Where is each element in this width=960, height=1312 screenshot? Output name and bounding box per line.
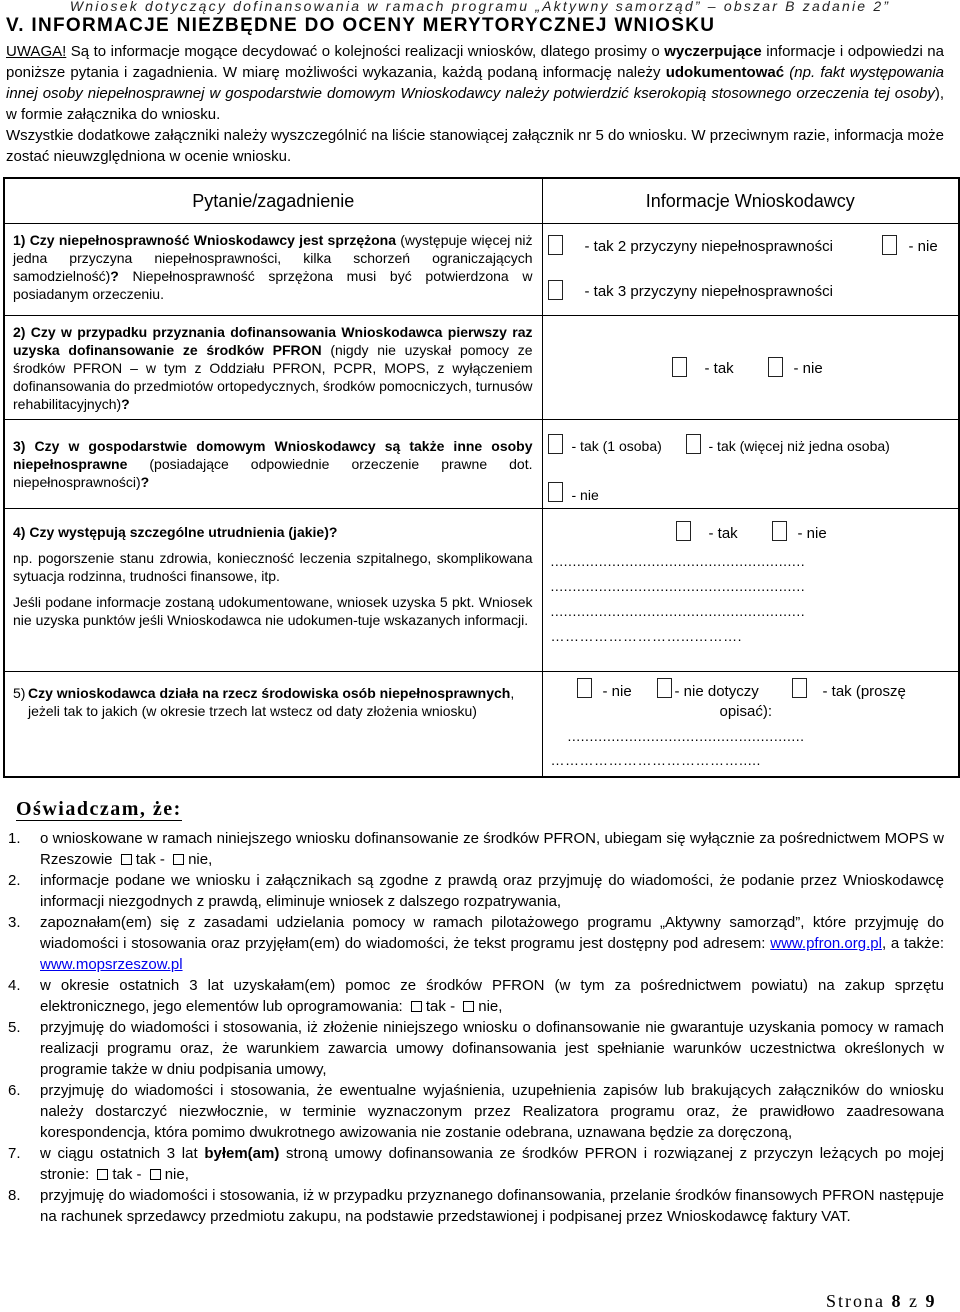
question-4-examples: np. pogorszenie stanu zdrowia, konieczność leczenia szpitalnego, skomplikowana sytuacja rodzinna, trudności finansowe, itp. [13, 550, 533, 584]
page-number [826, 1291, 937, 1312]
question-2-bold: 2) Czy w przypadku przyznania dofinansowania Wnioskodawca pierwszy raz uzyska dofinansowanie ze środków PFRON [13, 324, 533, 358]
question-5 [4, 672, 542, 777]
checkbox-q5-not-applicable[interactable] [657, 678, 672, 698]
total-pages: 9 [925, 1291, 937, 1311]
q4-answer-line[interactable]: .......................................................... [550, 553, 806, 569]
checkbox-decl7-no[interactable] [150, 1169, 161, 1180]
option-separator: - [132, 1166, 146, 1183]
declaration-number: 4. [8, 977, 21, 994]
question-1 [4, 224, 542, 316]
declaration-number: 5. [8, 1019, 21, 1036]
table-row [4, 672, 959, 777]
declaration-item [0, 870, 944, 912]
checkbox-q3-one[interactable] [548, 434, 563, 454]
q3-option-more: - tak (więcej niż jedna osoba) [708, 438, 890, 454]
option-separator: - [155, 851, 170, 868]
notice-attachments: Wszystkie dodatkowe załączniki należy wyszczególnić na liście stanowiącej załącznik nr 5 do wniosku. W przeciwnym razie, informacja może zostać nieuwzględniona w ocenie wniosku. [6, 127, 944, 165]
declaration-text: w ciągu ostatnich 3 lat [40, 1145, 205, 1162]
notice-emphasis: udokumentować [665, 64, 785, 81]
declaration-number: 1. [8, 830, 21, 847]
declaration-text: w okresie ostatnich 3 lat uzyskałam(em) pomoc ze środków PFRON (w tym za pośrednictwem powiatu) na zakup sprzętu elektronicznego, jego elementów lub oprogramowania: [40, 977, 944, 1015]
question-3-text: (posiadające odpowiednie orzeczenie prawne dot. niepełnosprawności) [13, 456, 533, 490]
table-header-row [4, 178, 959, 224]
checkbox-decl4-no[interactable] [463, 1001, 474, 1012]
question-4-bold: 4) Czy występują szczególne utrudnienia (jakie)? [13, 524, 338, 540]
declaration-text: zapoznałam(em) się z zasadami udzielania pomocy w ramach pilotażowego programu „Aktywny samorząd”, które przyjmuję do wiadomości i stosowania oraz przyjęłam(em) do wiadomości, że tekst programu jest dostępny pod adresem: [40, 914, 944, 952]
declaration-number: 7. [8, 1145, 21, 1162]
page-of: z [902, 1291, 926, 1311]
question-4-note: Jeśli podane informacje zostaną udokumentowane, wniosek uzyska 5 pkt. Wniosek nie uzyska punktów jeśli Wnioskodawca nie udokumen-tuje wskazanych informacji. [13, 594, 533, 628]
questions-table [3, 177, 960, 778]
declaration-number: 3. [8, 914, 21, 931]
uwaga-label: UWAGA! [6, 43, 67, 60]
notice-paragraph [6, 41, 944, 167]
checkbox-q4-yes[interactable] [676, 521, 691, 541]
checkbox-decl1-yes[interactable] [121, 854, 132, 865]
declaration-item [0, 828, 944, 870]
q2-option-yes: - tak [704, 360, 734, 377]
declaration-text: stroną umowy dofinansowania ze środków PFRON i rozwiązanej z przyczyn leżących po mojej stronie: [40, 1145, 944, 1183]
answer-4 [542, 509, 959, 672]
question-3-mark: ? [140, 474, 150, 490]
declaration-text: przyjmuję do wiadomości i stosowania, iż w przypadku przyznanego dofinansowania, przelanie środków finansowych PFRON następuje na rachunek sprzedawcy przedmiotu zakupu, na podstawie przedstawionej i podpisanej przez Wnioskodawcę faktury VAT. [40, 1187, 944, 1225]
declarations-title: Oświadczam, że: [16, 798, 182, 820]
declaration-item [0, 1185, 944, 1227]
question-5-number: 5) [13, 685, 26, 701]
q4-answer-line[interactable]: ………………………...………. [550, 628, 743, 644]
q4-answer-line[interactable]: .......................................................... [550, 603, 806, 619]
current-page: 8 [891, 1291, 903, 1311]
q5-option-yes: - tak (proszę [822, 683, 906, 700]
declaration-item [0, 975, 944, 1017]
answer-2 [542, 316, 959, 420]
checkbox-q5-yes[interactable] [792, 678, 807, 698]
question-1-note: Niepełnosprawność sprzężona musi być potwierdzona w posiadanym orzeczeniu. [13, 268, 533, 302]
notice-example: (np. fakt występowania innej osoby niepełnosprawnej w gospodarstwie domowym Wnioskodawcy należy potwierdzić kserokopią stosownego orzeczenia tej osoby [6, 64, 945, 102]
table-row [4, 420, 959, 509]
pfron-link[interactable]: www.pfron.org.pl [770, 935, 882, 952]
option-no: nie, [188, 851, 213, 868]
section-title: V. INFORMACJE NIEZBĘDNE DO OCENY MERYTORYCZNEJ WNIOSKU [6, 15, 716, 36]
q1-option-3-causes: - tak 3 przyczyny niepełnosprawności [584, 283, 833, 300]
question-5-bold: Czy wnioskodawca działa na rzecz środowiska osób niepełnosprawnych [28, 685, 511, 701]
table-row [4, 316, 959, 420]
answer-5 [542, 672, 959, 777]
question-2 [4, 316, 542, 420]
q5-answer-line[interactable]: ...................................................... [567, 728, 805, 744]
q5-answer-line[interactable]: …………………………………..... [550, 752, 761, 768]
checkbox-q3-more[interactable] [686, 434, 701, 454]
checkbox-decl1-no[interactable] [173, 854, 184, 865]
question-1-mark: ? [110, 268, 119, 284]
declaration-item [0, 912, 944, 975]
question-5-text: , jeżeli tak to jakich (w okresie trzech lat wstecz od daty złożenia wniosku) [28, 685, 515, 719]
declaration-item [0, 1143, 944, 1185]
declaration-number: 8. [8, 1187, 21, 1204]
column-header-question: Pytanie/zagadnienie [4, 178, 542, 224]
checkbox-decl4-yes[interactable] [411, 1001, 422, 1012]
notice-text: Są to informacje mogące decydować o kolejności realizacji wniosków, dlatego prosimy o [66, 43, 665, 60]
checkbox-q4-no[interactable] [772, 521, 787, 541]
option-yes: tak [425, 998, 446, 1015]
question-2-text: (nigdy nie uzyskał pomocy ze środków PFRON – w tym z Oddziału PFRON, PCPR, MOPS, z wyłączeniem dofinansowania do przedmiotów ortopedycznych, środków pomocniczych, turnusów rehabilitacyjnych) [13, 342, 533, 412]
declaration-number: 6. [8, 1082, 21, 1099]
option-yes: tak [112, 1166, 133, 1183]
declaration-emphasis: byłem(am) [204, 1145, 280, 1162]
q5-option-yes-describe: opisać): [719, 703, 773, 720]
page-label: Strona [826, 1291, 892, 1311]
notice-text: informacje i odpowiedzi na poniższe pytania i zagadnienia. W miarę możliwości wykazania, każdą podaną informację należy [6, 43, 944, 81]
declaration-item [0, 1080, 944, 1143]
q4-answer-line[interactable]: .......................................................... [550, 578, 806, 594]
option-separator: - [445, 998, 460, 1015]
question-4 [4, 509, 542, 672]
declaration-text: o wnioskowane w ramach niniejszego wniosku dofinansowanie ze środków PFRON, ubiegam się wyłącznie za pośrednictwem MOPS w Rzeszowie [40, 830, 944, 868]
q3-option-no: - nie [571, 487, 599, 503]
checkbox-q5-no[interactable] [577, 678, 592, 698]
option-no: nie, [478, 998, 503, 1015]
question-3 [4, 420, 542, 509]
option-yes: tak [135, 851, 156, 868]
declaration-text: informacje podane we wniosku i załącznikach są zgodne z prawdą oraz przyjmuję do wiadomości, że podanie przez Wnioskodawcę informacji niezgodnych z prawdą, eliminuje wniosek z dalszego rozpatrywania, [40, 872, 944, 910]
answer-1 [542, 224, 959, 316]
question-1-bold: 1) Czy niepełnosprawność Wnioskodawcy jest sprzężona [13, 232, 397, 248]
notice-emphasis: wyczerpujące [664, 43, 762, 60]
q4-option-no: - nie [797, 525, 827, 542]
declaration-text: przyjmuję do wiadomości i stosowania, iż złożenie niniejszego wniosku o dofinansowanie nie gwarantuje uzyskania pomocy w ramach realizacji programu oraz, że warunkiem zawarcia umowy dofinansowania jest spełnianie warunków uczestnictwa określonych w programie także w dniu podpisania umowy, [40, 1019, 944, 1078]
q5-option-not-applicable: - nie dotyczy [674, 683, 759, 700]
notice-text: ), w formie załącznika do wniosku. [6, 85, 944, 123]
q5-option-no: - nie [602, 683, 632, 700]
checkbox-q1-no[interactable] [882, 235, 897, 255]
column-header-answer: Informacje Wnioskodawcy [542, 178, 959, 224]
checkbox-decl7-yes[interactable] [97, 1169, 108, 1180]
q1-option-no: - nie [908, 238, 938, 255]
q3-option-one: - tak (1 osoba) [571, 438, 662, 454]
declaration-item [0, 1017, 944, 1080]
table-row [4, 509, 959, 672]
question-2-mark: ? [121, 396, 130, 412]
q2-option-no: - nie [793, 360, 823, 377]
running-head: Wniosek dotyczący dofinansowania w ramach programu „Aktywny samorząd” – obszar B zadanie 2” [69, 0, 891, 14]
question-1-text: (występuje więcej niż jedna przyczyna niepełnosprawności, kilka schorzeń ograniczających samodzielność) [13, 232, 533, 284]
declaration-text: , a także: [881, 935, 944, 952]
checkbox-q3-no[interactable] [548, 482, 563, 502]
checkbox-q1-2-causes[interactable] [548, 235, 563, 255]
q4-option-yes: - tak [708, 525, 738, 542]
option-no: nie, [164, 1166, 189, 1183]
mops-link[interactable]: www.mopsrzeszow.pl [40, 956, 183, 973]
declaration-text: przyjmuję do wiadomości i stosowania, że ewentualne wyjaśnienia, uzupełnienia zapisów lub brakujących załączników do wniosku należy dostarczyć niezwłocznie, w terminie wyznaczonym przez Realizatora programu oraz, że prawidłowo zaadresowana korespondencja, która pomimo dwukrotnego awizowania nie zostanie odebrana, uznawana będzie za doręczoną, [40, 1082, 944, 1141]
checkbox-q2-no[interactable] [768, 357, 783, 377]
checkbox-q2-yes[interactable] [672, 357, 687, 377]
declaration-number: 2. [8, 872, 21, 889]
table-row [4, 224, 959, 316]
declarations-list [0, 828, 944, 1227]
q1-option-2-causes: - tak 2 przyczyny niepełnosprawności [584, 238, 833, 255]
checkbox-q1-3-causes[interactable] [548, 280, 563, 300]
answer-3 [542, 420, 959, 509]
question-3-bold: 3) Czy w gospodarstwie domowym Wnioskodawcy są także inne osoby niepełnosprawne [13, 438, 533, 472]
